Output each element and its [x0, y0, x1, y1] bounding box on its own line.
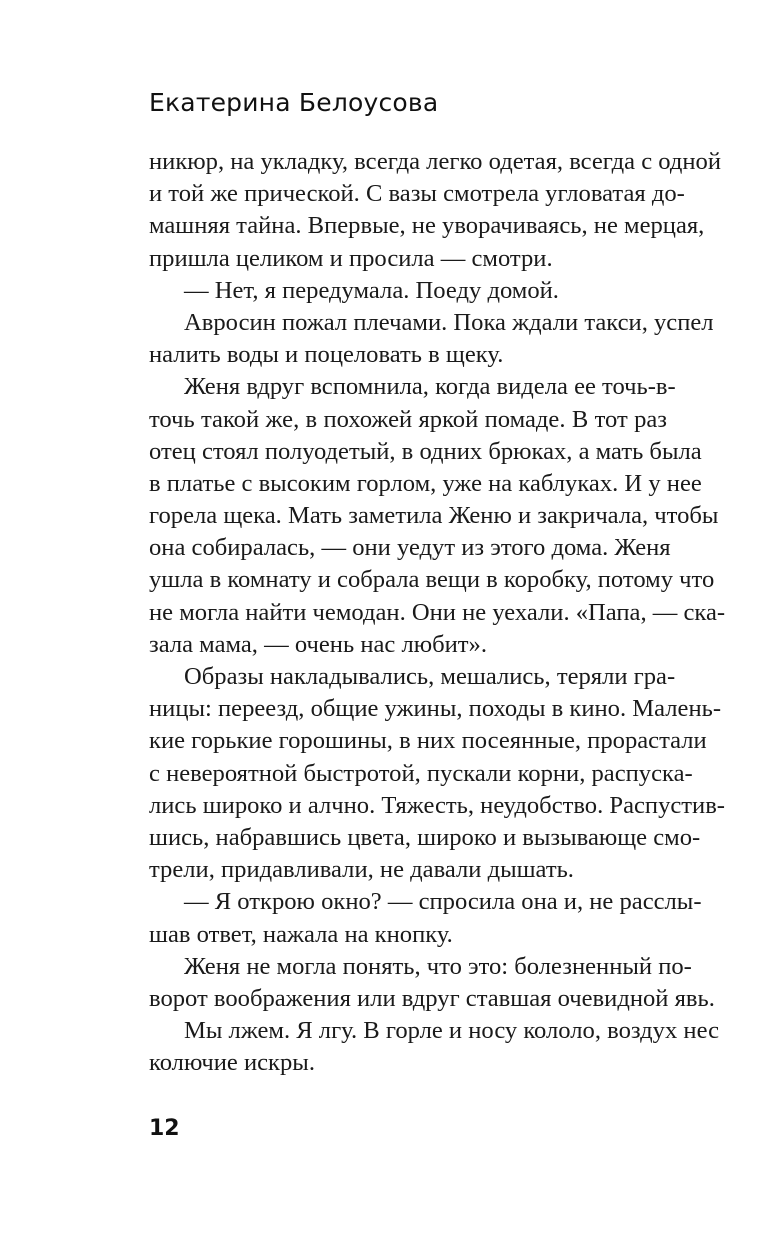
page-number: 12	[149, 1116, 180, 1141]
text-line: трели, придавливали, не давали дышать.	[149, 856, 574, 884]
text-line: пришла целиком и просила — смотри.	[149, 244, 553, 272]
paragraph	[149, 275, 667, 307]
text-line: Мы лжем. Я лгу. В горле и носу кололо, воздух нес	[184, 1017, 720, 1045]
text-line: колючие искры.	[149, 1049, 315, 1077]
text-line: в платье с высоким горлом, уже на каблуках. И у нее	[149, 469, 702, 497]
text-line: шав ответ, нажала на кнопку.	[149, 920, 453, 948]
text-line: лись широко и алчно. Тяжесть, неудобство. Распустив-	[149, 791, 725, 819]
paragraph	[149, 371, 726, 661]
text-line: горела щека. Мать заметила Женю и закричала, чтобы	[149, 502, 719, 530]
text-line: ницы: переезд, общие ужины, походы в кино. Малень-	[149, 695, 722, 723]
body-text	[149, 146, 726, 1079]
text-line: Женя вдруг вспомнила, когда видела ее точь-в-	[184, 373, 676, 401]
text-line: с невероятной быстротой, пускали корни, распуска-	[149, 759, 693, 787]
paragraph	[149, 1015, 720, 1079]
text-line: она собиралась, — они уедут из этого дома. Женя	[149, 534, 671, 562]
text-line: — Нет, я передумала. Поеду домой.	[184, 276, 559, 304]
paragraph	[149, 951, 715, 1015]
text-line: ушла в комнату и собрала вещи в коробку, потому что	[149, 566, 715, 594]
text-line: машняя тайна. Впервые, не уворачиваясь, не мерцая,	[149, 212, 705, 240]
text-line: — Я открою окно? — спросила она и, не расслы-	[184, 888, 702, 916]
running-head-author: Екатерина Белоусова	[149, 88, 439, 117]
text-line: никюр, на укладку, всегда легко одетая, всегда с одной	[149, 148, 722, 175]
paragraph	[149, 886, 702, 950]
text-line: Образы накладывались, мешались, теряли гра-	[184, 663, 676, 690]
text-line: ворот воображения или вдруг ставшая очевидной явь.	[149, 984, 715, 1012]
paragraph	[149, 661, 725, 886]
text-line: шись, набравшись цвета, широко и вызывающе смо-	[149, 823, 701, 851]
text-line: налить воды и поцеловать в щеку.	[149, 341, 504, 369]
text-line: кие горькие горошины, в них посеянные, прорастали	[149, 727, 707, 755]
text-line: зала мама, — очень нас любит».	[149, 630, 487, 658]
text-line: Авросин пожал плечами. Пока ждали такси, успел	[184, 308, 714, 336]
paragraph	[149, 146, 722, 275]
text-line: Женя не могла понять, что это: болезненный по-	[184, 952, 692, 980]
text-line: не могла найти чемодан. Они не уехали. «Папа, — ска-	[149, 598, 726, 626]
text-line: и той же прической. С вазы смотрела угловатая до-	[149, 180, 685, 208]
text-line: точь такой же, в похожей яркой помаде. В тот раз	[149, 405, 667, 433]
paragraph	[149, 307, 714, 371]
text-line: отец стоял полуодетый, в одних брюках, а мать была	[149, 437, 702, 465]
